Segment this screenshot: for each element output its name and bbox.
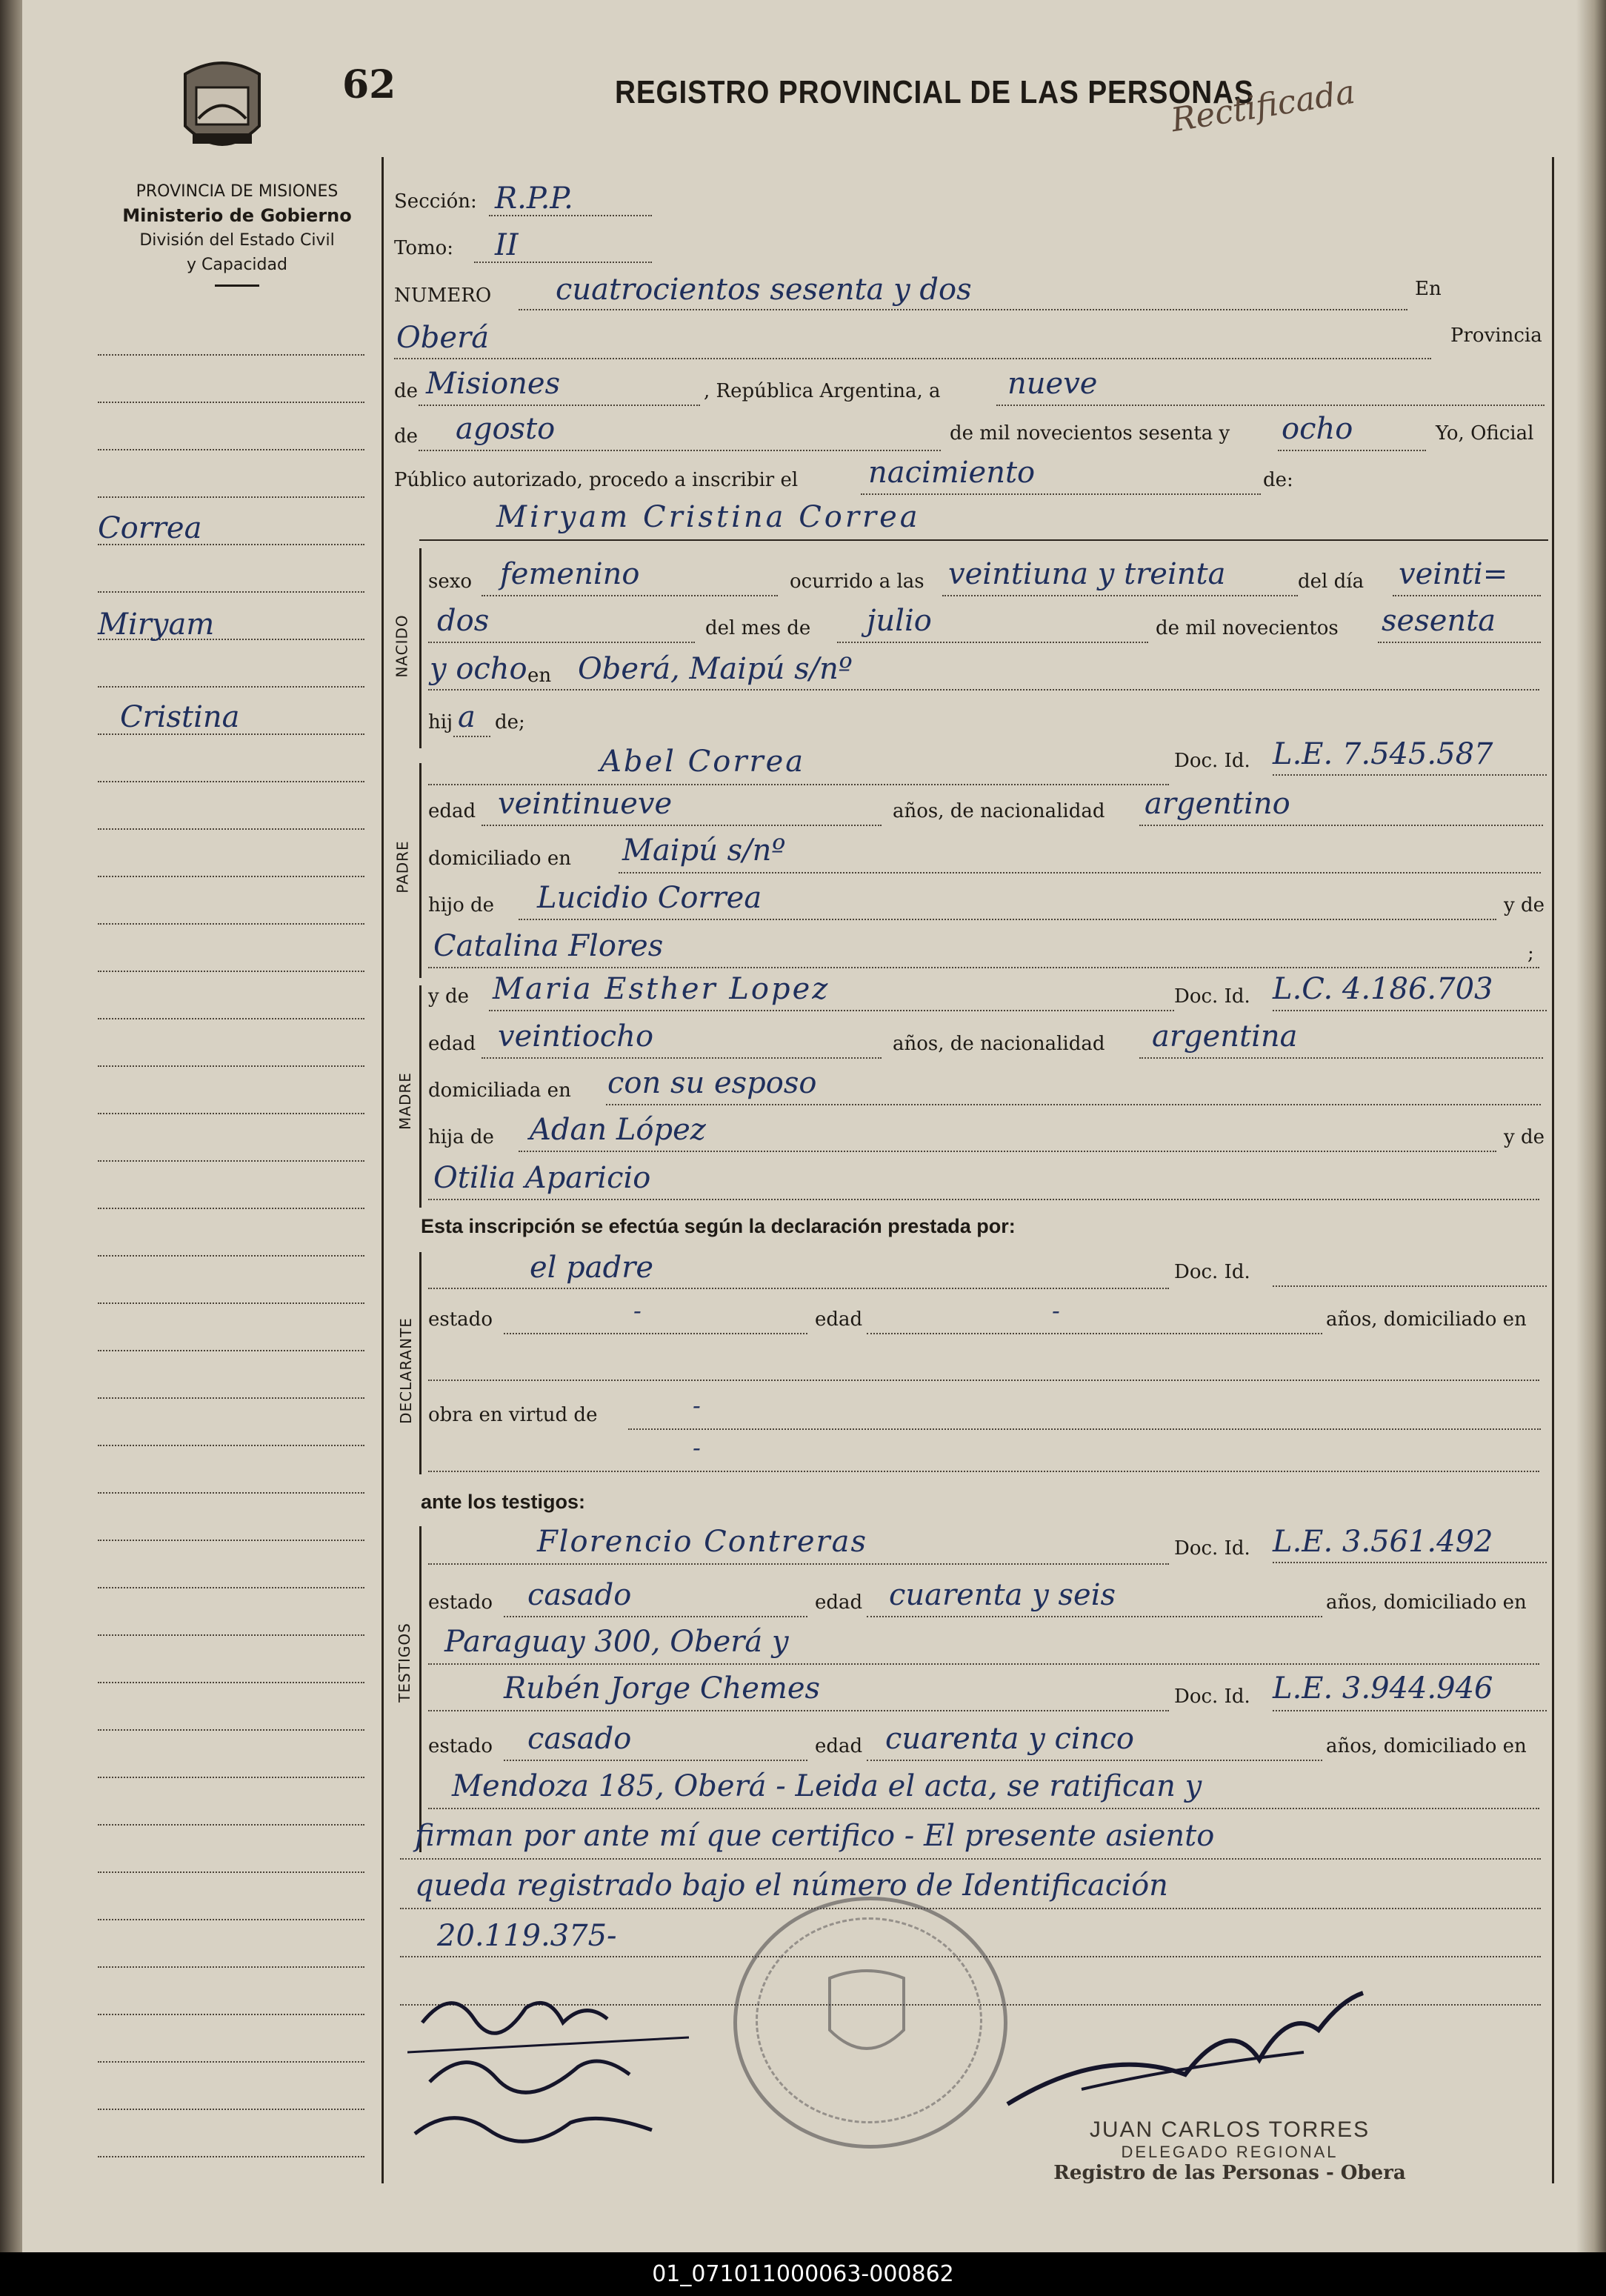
margin-line bbox=[98, 686, 364, 688]
declarante-dom-line bbox=[428, 1380, 1539, 1381]
margin-line bbox=[98, 1492, 364, 1494]
t1-edad-line bbox=[867, 1616, 1322, 1617]
declarante-section-label: DECLARANTE bbox=[396, 1317, 415, 1424]
padre-father-value: Lucidio Correa bbox=[537, 881, 762, 915]
t1-name-line bbox=[428, 1563, 1169, 1565]
margin-line bbox=[98, 402, 364, 403]
t2-estado-value: casado bbox=[527, 1722, 632, 1756]
year-value: ocho bbox=[1282, 412, 1353, 446]
madre-dom-value: con su esposo bbox=[607, 1066, 817, 1100]
padre-dom-line bbox=[619, 872, 1541, 874]
t1-name: Florencio Contreras bbox=[537, 1525, 867, 1559]
office-division-2: y Capacidad bbox=[187, 256, 287, 274]
issuing-office bbox=[81, 179, 393, 287]
padre-doc-value: L.E. 7.545.587 bbox=[1273, 737, 1493, 771]
footer-image-id: 01_071011000063-000862 bbox=[0, 2252, 1606, 2296]
mil-label: de mil novecientos bbox=[1156, 617, 1339, 639]
padre-nac-line bbox=[1139, 825, 1543, 826]
declarante-edad-value: - bbox=[1052, 1297, 1060, 1325]
madre-yde-label: y de bbox=[428, 985, 469, 1008]
t1-doc-value: L.E. 3.561.492 bbox=[1273, 1525, 1493, 1559]
margin-line bbox=[98, 1777, 364, 1778]
margin-line bbox=[98, 828, 364, 830]
madre-name-line bbox=[489, 1010, 1174, 1011]
t2-dom-value-1: Mendoza 185, Oberá - Leida el acta, se ratifican y bbox=[452, 1769, 1202, 1803]
t1-estado-line bbox=[504, 1616, 807, 1617]
madre-edad-line bbox=[482, 1057, 882, 1059]
margin-surname: Correa bbox=[98, 511, 202, 545]
margin-first-name: Miryam bbox=[98, 608, 215, 642]
margin-line bbox=[98, 1113, 364, 1114]
padre-dom-label: domiciliado en bbox=[428, 848, 571, 870]
margin-line bbox=[98, 2109, 364, 2110]
de-label: de bbox=[394, 380, 419, 402]
madre-doc-value: L.C. 4.186.703 bbox=[1273, 972, 1493, 1006]
margin-line bbox=[98, 449, 364, 450]
padre-hijo-label: hijo de bbox=[428, 894, 495, 916]
madre-dom-label: domiciliada en bbox=[428, 1079, 571, 1102]
declarante-estado-line bbox=[504, 1333, 807, 1334]
t2-edad-label: edad bbox=[815, 1735, 863, 1757]
margin-line bbox=[98, 1919, 364, 1920]
official-signature bbox=[993, 1986, 1378, 2134]
official-title: DELEGADO REGIONAL bbox=[1121, 2143, 1339, 2161]
numero-line bbox=[519, 309, 1407, 310]
page-edge bbox=[1576, 0, 1606, 2252]
margin-line bbox=[98, 1634, 364, 1636]
tomo-value: II bbox=[495, 228, 519, 262]
hijo-suffix-line bbox=[453, 736, 490, 737]
sexo-label: sexo bbox=[428, 570, 473, 593]
t1-edad-label: edad bbox=[815, 1591, 863, 1614]
nacido-name-line bbox=[419, 539, 1548, 541]
t2-dom-line-2 bbox=[400, 1858, 1541, 1860]
declarante-name: el padre bbox=[530, 1251, 654, 1285]
t1-estado-label: estado bbox=[428, 1591, 493, 1614]
hijo-de-label: de; bbox=[495, 711, 525, 733]
anio-value-b: y ocho bbox=[430, 652, 527, 686]
madre-section-label: MADRE bbox=[396, 1072, 414, 1130]
mes-value: julio bbox=[867, 604, 932, 638]
hijo-label: hij bbox=[428, 711, 453, 733]
padre-mother-value: Catalina Flores bbox=[433, 929, 664, 963]
margin-line bbox=[98, 354, 364, 356]
seccion-value: R.P.P. bbox=[495, 182, 573, 216]
numero-value: cuatrocientos sesenta y dos bbox=[556, 273, 972, 307]
madre-mother-line bbox=[428, 1199, 1539, 1200]
provincia-line bbox=[419, 405, 700, 406]
t1-edad-value: cuarenta y seis bbox=[889, 1578, 1116, 1612]
republica-label: , República Argentina, a bbox=[704, 380, 941, 402]
tomo-label: Tomo: bbox=[394, 237, 454, 259]
month-value: agosto bbox=[456, 412, 556, 446]
margin-line bbox=[98, 1824, 364, 1826]
en-label: En bbox=[1415, 278, 1442, 300]
del-mes-label: del mes de bbox=[705, 617, 811, 639]
testigos-bracket bbox=[419, 1526, 422, 1852]
t2-doc-line bbox=[1273, 1710, 1547, 1711]
margin-line bbox=[98, 1018, 364, 1019]
office-ministry: Ministerio de Gobierno bbox=[122, 205, 352, 226]
place-value: Oberá bbox=[396, 321, 490, 355]
t2-dom-value-4: 20.119.375- bbox=[437, 1919, 617, 1953]
declarante-estado-value: - bbox=[633, 1297, 642, 1325]
sexo-line bbox=[482, 595, 778, 596]
t2-name: Rubén Jorge Chemes bbox=[504, 1671, 821, 1706]
t2-estado-label: estado bbox=[428, 1735, 493, 1757]
day-value: nueve bbox=[1007, 367, 1098, 401]
document-title: REGISTRO PROVINCIAL DE LAS PERSONAS bbox=[615, 74, 1254, 110]
madre-dom-line bbox=[606, 1104, 1541, 1105]
dia-value-a: veinti= bbox=[1399, 557, 1508, 591]
day-line bbox=[996, 405, 1545, 406]
anio-value-a: sesenta bbox=[1382, 604, 1496, 638]
margin-line bbox=[98, 1160, 364, 1162]
t2-dom-value-3: queda registrado bajo el número de Identificación bbox=[415, 1869, 1168, 1903]
seccion-label: Sección: bbox=[394, 190, 477, 213]
margin-line bbox=[98, 2061, 364, 2063]
padre-dom-value: Maipú s/nº bbox=[622, 833, 786, 868]
testigos-text: ante los testigos: bbox=[421, 1491, 586, 1513]
signature-scribbles-left bbox=[407, 1978, 719, 2156]
t1-dom-value: Paraguay 300, Oberá y bbox=[444, 1625, 789, 1659]
yo-oficial-label: Yo, Oficial bbox=[1436, 422, 1534, 445]
office-province: PROVINCIA DE MISIONES bbox=[136, 182, 339, 201]
dia-value-b: dos bbox=[437, 604, 490, 638]
nacido-name: Miryam Cristina Correa bbox=[496, 500, 921, 534]
declarante-dom-label: años, domiciliado en bbox=[1326, 1308, 1527, 1331]
padre-edad-value: veintinueve bbox=[498, 787, 673, 821]
declaracion-text: Esta inscripción se efectúa según la declaración prestada por: bbox=[421, 1215, 1016, 1237]
office-division: División del Estado Civil bbox=[139, 231, 335, 250]
numero-label: NUMERO bbox=[394, 284, 492, 307]
margin-line bbox=[98, 2014, 364, 2015]
padre-nac-label: años, de nacionalidad bbox=[893, 800, 1105, 822]
margin-line bbox=[98, 1871, 364, 1873]
testigos-section-label: TESTIGOS bbox=[395, 1623, 413, 1703]
declarante-obra-label: obra en virtud de bbox=[428, 1404, 598, 1426]
margin-line bbox=[98, 1682, 364, 1683]
provincial-seal-icon bbox=[178, 59, 267, 163]
declarante-edad-line bbox=[867, 1333, 1322, 1334]
t2-dom-label: años, domiciliado en bbox=[1326, 1735, 1527, 1757]
rectificada-annotation: Rectificada bbox=[1168, 73, 1358, 140]
hora-line bbox=[942, 595, 1298, 596]
t2-estado-line bbox=[504, 1760, 807, 1761]
margin-line bbox=[98, 1065, 364, 1067]
t1-estado-value: casado bbox=[527, 1578, 632, 1612]
acto-value: nacimiento bbox=[868, 456, 1036, 490]
de-label-2: de bbox=[394, 425, 419, 447]
madre-edad-label: edad bbox=[428, 1033, 476, 1055]
declarante-obra-value-2: - bbox=[693, 1434, 701, 1462]
madre-name: Maria Esther Lopez bbox=[493, 972, 830, 1006]
declarante-bracket bbox=[419, 1252, 422, 1474]
year-text: de mil novecientos sesenta y bbox=[950, 422, 1230, 445]
anio-line bbox=[1378, 642, 1541, 643]
provincia-value: Misiones bbox=[426, 367, 561, 401]
madre-father-line bbox=[519, 1151, 1496, 1152]
padre-name: Abel Correa bbox=[600, 745, 806, 779]
declarante-doc-label: Doc. Id. bbox=[1174, 1261, 1250, 1283]
mes-line bbox=[837, 642, 1148, 643]
padre-semicolon: ; bbox=[1527, 942, 1534, 965]
margin-line bbox=[98, 1445, 364, 1446]
hijo-suffix: a bbox=[458, 700, 476, 734]
nacido-bracket bbox=[419, 548, 422, 748]
official-name: JUAN CARLOS TORRES bbox=[1089, 2117, 1370, 2142]
declarante-estado-label: estado bbox=[428, 1308, 493, 1331]
padre-y-de-label: y de bbox=[1504, 894, 1545, 916]
provincia-label: Provincia bbox=[1450, 325, 1542, 347]
margin-line bbox=[98, 1350, 364, 1351]
dia-line bbox=[1393, 595, 1541, 596]
declarante-edad-label: edad bbox=[815, 1308, 863, 1331]
t2-dom-value-2: firman por ante mí que certifico - El presente asiento bbox=[415, 1819, 1215, 1853]
padre-edad-line bbox=[482, 825, 882, 826]
sexo-value: femenino bbox=[500, 557, 640, 591]
official-block bbox=[1007, 2117, 1452, 2184]
page-number: 62 bbox=[342, 62, 396, 107]
t2-dom-line-3 bbox=[400, 1908, 1541, 1909]
frame-right-rule bbox=[1552, 157, 1554, 2183]
margin-line bbox=[98, 971, 364, 972]
en-label-nacido: en bbox=[527, 665, 552, 687]
margin-line bbox=[98, 1255, 364, 1257]
padre-father-line bbox=[519, 919, 1496, 920]
margin-line bbox=[98, 1302, 364, 1304]
declarante-doc-line bbox=[1273, 1285, 1547, 1287]
margin-line bbox=[98, 923, 364, 925]
month-line bbox=[419, 450, 941, 451]
office-rule bbox=[215, 284, 259, 287]
padre-doc-line bbox=[1273, 774, 1547, 776]
margin-line bbox=[98, 591, 364, 593]
madre-father-value: Adan López bbox=[530, 1113, 706, 1147]
t2-doc-value: L.E. 3.944.946 bbox=[1273, 1671, 1493, 1706]
t1-dom-line bbox=[428, 1663, 1539, 1665]
ocurrido-label: ocurrido a las bbox=[790, 570, 924, 593]
madre-y-de-label: y de bbox=[1504, 1126, 1545, 1148]
margin-line bbox=[98, 1208, 364, 1209]
t1-doc-label: Doc. Id. bbox=[1174, 1537, 1250, 1560]
t2-edad-value: cuarenta y cinco bbox=[885, 1722, 1134, 1756]
declarante-obra-line-2 bbox=[428, 1471, 1539, 1472]
padre-doc-label: Doc. Id. bbox=[1174, 750, 1250, 772]
hora-value: veintiuna y treinta bbox=[948, 557, 1226, 591]
madre-bracket bbox=[419, 985, 422, 1208]
margin-line bbox=[98, 496, 364, 498]
margin-line bbox=[98, 1587, 364, 1588]
acto-line bbox=[861, 493, 1261, 495]
padre-edad-label: edad bbox=[428, 800, 476, 822]
margin-line bbox=[98, 1397, 364, 1399]
stamp-coat-of-arms-icon bbox=[822, 1963, 911, 2067]
t2-edad-line bbox=[867, 1760, 1322, 1761]
place-line bbox=[394, 358, 1431, 359]
madre-doc-line bbox=[1273, 1010, 1547, 1011]
padre-nac-value: argentino bbox=[1144, 787, 1290, 821]
de-colon-label: de: bbox=[1263, 469, 1293, 491]
lugar-line bbox=[428, 689, 1539, 691]
padre-mother-line bbox=[428, 967, 1539, 968]
frame-left-rule bbox=[381, 157, 384, 2183]
margin-line bbox=[98, 1540, 364, 1541]
t2-dom-line-1 bbox=[428, 1808, 1539, 1809]
madre-hija-label: hija de bbox=[428, 1126, 494, 1148]
margin-line bbox=[98, 1966, 364, 1968]
madre-edad-value: veintiocho bbox=[498, 1019, 654, 1054]
margin-line bbox=[98, 876, 364, 877]
t2-name-line bbox=[428, 1710, 1169, 1711]
madre-doc-label: Doc. Id. bbox=[1174, 985, 1250, 1008]
madre-nac-label: años, de nacionalidad bbox=[893, 1033, 1105, 1055]
madre-mother-value: Otilia Aparicio bbox=[433, 1161, 651, 1195]
del-dia-label: del día bbox=[1298, 570, 1365, 593]
padre-bracket bbox=[419, 763, 422, 978]
t1-doc-line bbox=[1273, 1562, 1547, 1563]
declarante-obra-line bbox=[628, 1428, 1541, 1430]
official-office: Registro de las Personas - Obera bbox=[1053, 2162, 1406, 2184]
padre-section-label: PADRE bbox=[393, 840, 412, 894]
margin-line bbox=[98, 1729, 364, 1731]
nacido-section-label: NACIDO bbox=[393, 614, 411, 678]
t2-doc-label: Doc. Id. bbox=[1174, 1686, 1250, 1708]
year-line bbox=[1278, 450, 1426, 451]
dia-line-2 bbox=[428, 642, 695, 643]
lugar-value: Oberá, Maipú s/nº bbox=[578, 652, 853, 686]
declarante-name-line bbox=[428, 1288, 1169, 1289]
madre-nac-line bbox=[1139, 1057, 1543, 1059]
padre-name-line bbox=[428, 784, 1169, 785]
margin-second-name: Cristina bbox=[120, 700, 240, 734]
declarante-obra-value: - bbox=[693, 1391, 701, 1420]
publico-text: Público autorizado, procedo a inscribir el bbox=[394, 469, 799, 491]
margin-line bbox=[98, 781, 364, 782]
madre-nac-value: argentina bbox=[1152, 1019, 1298, 1054]
t1-dom-label: años, domiciliado en bbox=[1326, 1591, 1527, 1614]
margin-line bbox=[98, 2156, 364, 2157]
